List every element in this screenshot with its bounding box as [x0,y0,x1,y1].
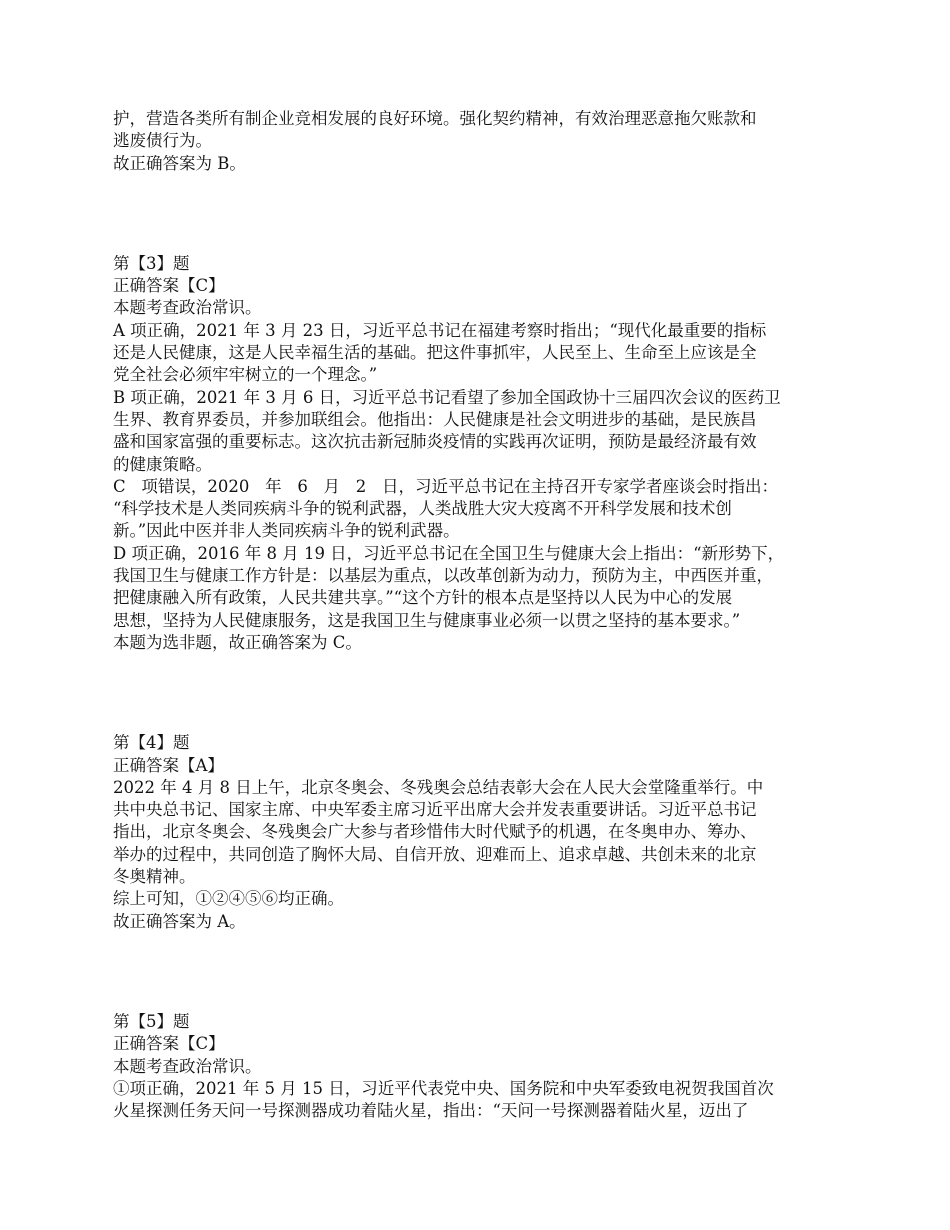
text-line: 的健康策略。 [113,454,212,474]
text-line: 综上可知，①②④⑤⑥均正确。 [113,889,344,909]
answer-conclusion: 故正确答案为 B。 [113,153,246,173]
text-line: 新。”因此中医并非人类同疾病斗争的锐利武器。 [113,521,460,541]
question-heading: 第【5】题 [113,1011,190,1031]
text-line: 盛和国家富强的重要标志。这次抗击新冠肺炎疫情的实践再次证明，预防是最经济最有效 [113,432,757,452]
text-line: 共中央总书记、国家主席、中央军委主席习近平出席大会并发表重要讲话。习近平总书记 [113,800,757,820]
question-4-block [113,732,843,933]
text-line: 逃废债行为。 [113,131,212,151]
text-line: D 项正确，2016 年 8 月 19 日，习近平总书记在全国卫生与健康大会上指出：“新形势下， [113,543,785,563]
text-line: C 项错误，2020 年 6 月 2 日，习近平总书记在主持召开专家学者座谈会时指出： [113,476,779,496]
text-line: 本题考查政治常识。 [113,1056,262,1076]
answer-conclusion: 故正确答案为 A。 [113,911,246,931]
text-line: 还是人民健康，这是人民幸福生活的基础。把这件事抓牢，人民至上、生命至上应该是全 [113,343,757,363]
text-line: 护，营造各类所有制企业竞相发展的良好环境。强化契约精神，有效治理恶意拖欠账款和 [113,109,757,128]
text-line: 我国卫生与健康工作方针是：以基层为重点，以改革创新为动力，预防为主，中西医并重， [113,566,773,586]
correct-answer: 正确答案【C】 [113,276,225,296]
intro-block [113,108,843,175]
text-line: 生界、教育界委员，并参加联组会。他指出：人民健康是社会文明进步的基础，是民族昌 [113,409,757,429]
correct-answer: 正确答案【C】 [113,1034,225,1054]
text-line: 举办的过程中，共同创造了胸怀大局、自信开放、迎难而上、追求卓越、共创未来的北京 [113,844,757,864]
text-line: 本题考查政治常识。 [113,298,262,318]
text-line: 党全社会必须牢牢树立的一个理念。” [113,365,378,385]
text-line: “科学技术是人类同疾病斗争的锐利武器，人类战胜大灾大疫离不开科学发展和技术创 [113,499,732,519]
question-heading: 第【4】题 [113,733,190,753]
text-line: A 项正确，2021 年 3 月 23 日，习近平总书记在福建考察时指出；“现代化最重要的指标 [113,320,767,340]
text-line: ①项正确，2021 年 5 月 15 日，习近平代表党中央、国务院和中央军委致电祝贺我国首次 [113,1078,774,1098]
text-line: 火星探测任务天问一号探测器成功着陆火星，指出：“天问一号探测器着陆火星，迈出了 [113,1101,749,1121]
text-line: 2022 年 4 月 8 日上午，北京冬奥会、冬残奥会总结表彰大会在人民大会堂隆重举行。中 [113,777,764,797]
document-page [113,108,843,1122]
question-5-block [113,1011,843,1122]
text-line: B 项正确，2021 年 3 月 6 日，习近平总书记看望了参加全国政协十三届四次会议的医药卫 [113,387,781,407]
text-line: 指出，北京冬奥会、冬残奥会广大参与者珍惜伟大时代赋予的机遇，在冬奥申办、筹办、 [113,822,757,842]
answer-conclusion: 本题为选非题，故正确答案为 C。 [113,632,362,652]
correct-answer: 正确答案【A】 [113,755,224,775]
text-line: 把健康融入所有政策，人民共建共享。”“这个方针的根本点是坚持以人民为中心的发展 [113,588,733,608]
text-line: 冬奥精神。 [113,867,196,887]
question-heading: 第【3】题 [113,253,190,273]
question-3-block [113,253,843,654]
text-line: 思想，坚持为人民健康服务，这是我国卫生与健康事业必须一以贯之坚持的基本要求。” [113,610,741,630]
